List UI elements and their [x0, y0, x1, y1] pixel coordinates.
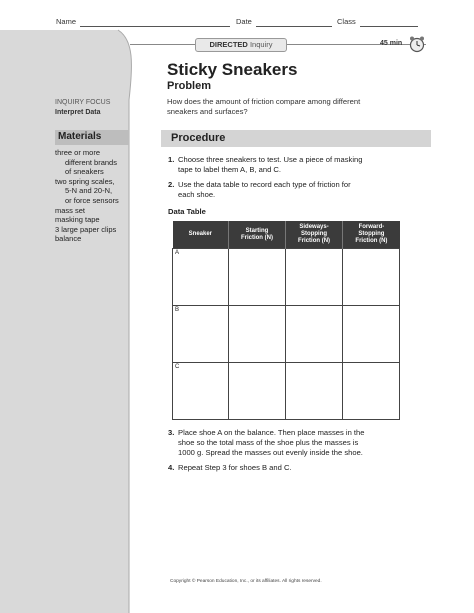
procedure-step — [168, 428, 364, 458]
problem-heading: Problem — [167, 80, 212, 92]
date-label: Date — [236, 17, 252, 26]
data-cell[interactable] — [285, 249, 343, 306]
data-cell[interactable] — [343, 249, 400, 306]
table-row — [173, 306, 400, 363]
copyright-footer: Copyright © Pearson Education, Inc., or its affiliates. All rights reserved. — [170, 579, 322, 584]
header-line: Friction (N) — [298, 238, 331, 244]
step-text: tape to label them A, B, and C. — [178, 165, 282, 174]
header-line: Stopping — [358, 231, 385, 237]
sneaker-cell: B — [173, 306, 229, 363]
data-cell[interactable] — [285, 306, 343, 363]
data-table — [172, 221, 400, 420]
header-line: Friction (N) — [240, 234, 273, 241]
step-text: shoe so the total mass of the shoe plus the masses is — [178, 438, 359, 447]
clock-icon — [408, 35, 426, 53]
step-text: 1000 g. Spread the masses out evenly inside the shoe. — [178, 448, 363, 457]
step-text: Repeat Step 3 for shoes B and C. — [178, 463, 292, 472]
inquiry-focus-value: Interpret Data — [55, 109, 101, 116]
step-text: Choose three sneakers to test. Use a piece of masking — [178, 155, 363, 164]
header-line: Starting — [245, 227, 269, 234]
table-row — [173, 249, 400, 306]
material-item: masking tape — [55, 215, 100, 225]
material-item: or force sensors — [65, 195, 119, 205]
sidebar-panel — [0, 0, 150, 613]
step-number: 3. — [168, 428, 175, 437]
table-header-starting-friction — [229, 221, 286, 249]
class-line[interactable] — [360, 26, 418, 27]
header-line: Stopping — [301, 231, 328, 237]
material-item: mass set — [55, 205, 86, 215]
header-line: Sneaker — [188, 231, 213, 237]
header-line: Sideways- — [299, 224, 329, 230]
inquiry-badge — [195, 38, 287, 52]
step-text: Place shoe A on the balance. Then place masses in the — [178, 428, 365, 437]
table-row — [173, 363, 400, 420]
procedure-step — [168, 180, 351, 200]
material-item: two spring scales, — [55, 176, 115, 186]
step-text: each shoe. — [178, 190, 216, 199]
name-label: Name — [56, 17, 77, 26]
material-item: 5-N and 20-N, — [65, 186, 113, 196]
name-line[interactable] — [80, 26, 230, 27]
materials-heading: Materials — [58, 131, 102, 142]
material-item: three or more — [55, 148, 101, 157]
material-item: different brands — [65, 157, 117, 167]
table-header-sideways-friction — [285, 221, 343, 249]
problem-line: sneakers and surfaces? — [167, 107, 248, 116]
problem-text — [167, 97, 360, 117]
step-number: 1. — [168, 155, 175, 164]
step-number: 4. — [168, 463, 175, 472]
data-cell[interactable] — [343, 306, 400, 363]
materials-list — [55, 148, 129, 244]
step-number: 2. — [168, 180, 175, 189]
class-label: Class — [337, 17, 356, 26]
material-item: balance — [55, 234, 82, 244]
badge-directed: DIRECTED — [209, 40, 248, 49]
date-line[interactable] — [256, 26, 332, 27]
page-title: Sticky Sneakers — [167, 60, 298, 79]
material-item: of sneakers — [65, 167, 104, 177]
header-line: Friction (N) — [355, 238, 388, 244]
problem-line: How does the amount of friction compare among different — [167, 97, 361, 106]
materials-heading-bar — [55, 130, 129, 145]
table-header-forward-friction — [343, 221, 400, 249]
data-cell[interactable] — [229, 306, 286, 363]
table-header-sneaker — [173, 221, 229, 249]
badge-inquiry: Inquiry — [249, 40, 273, 49]
data-table-title: Data Table — [168, 207, 206, 216]
sneaker-cell: A — [173, 249, 229, 306]
header-line: Forward- — [358, 224, 385, 230]
inquiry-focus-label: INQUIRY FOCUS — [55, 99, 111, 106]
data-cell[interactable] — [285, 363, 343, 420]
material-item: 3 large paper clips — [55, 224, 117, 234]
procedure-step — [168, 155, 362, 175]
procedure-step — [168, 463, 292, 473]
procedure-heading-bar — [161, 130, 431, 147]
data-cell[interactable] — [229, 249, 286, 306]
step-text: Use the data table to record each type of friction for — [178, 180, 351, 189]
time-label: 45 min — [380, 40, 403, 47]
sneaker-cell: C — [173, 363, 229, 420]
data-cell[interactable] — [229, 363, 286, 420]
data-cell[interactable] — [343, 363, 400, 420]
procedure-heading: Procedure — [171, 132, 226, 144]
